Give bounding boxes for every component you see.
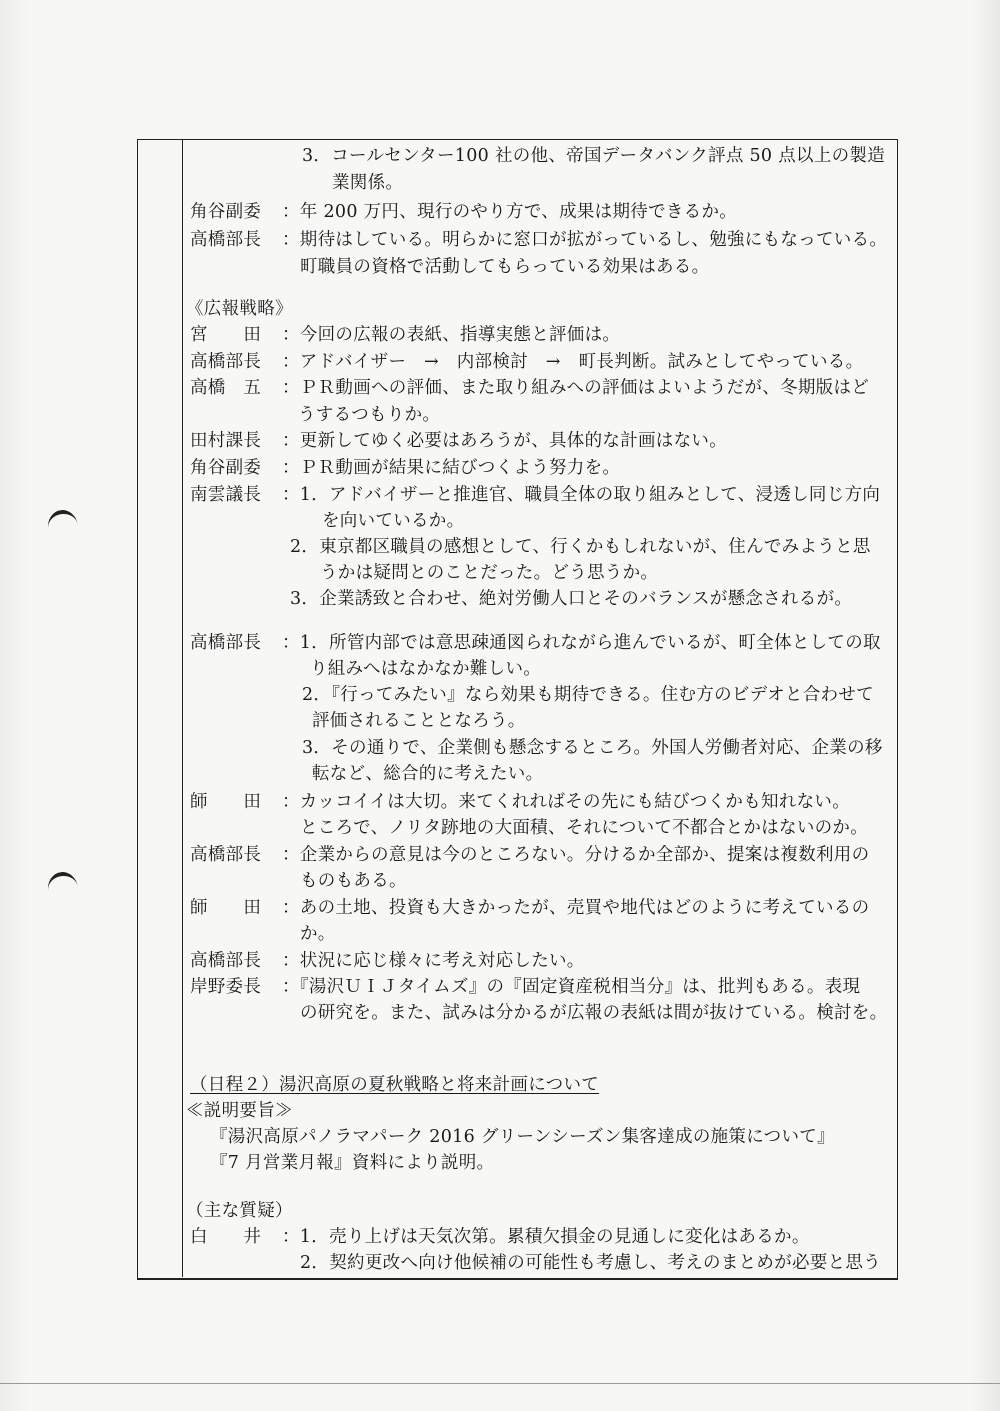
speaker-label: 高橋部長 bbox=[190, 845, 262, 865]
remark-line: り組みへはなかなか難しい。 bbox=[310, 659, 542, 679]
remark-line: 評価されることとなろう。 bbox=[312, 711, 526, 731]
remark-line: ：『湯沢ＵＩＪタイムズ』の『固定資産税相当分』は、批判もある。表現 bbox=[282, 977, 861, 997]
speaker-label: 高橋部長 bbox=[190, 230, 262, 250]
remark-line: の研究を。また、試みは分かるが広報の表紙は間が抜けている。検討を。 bbox=[300, 1003, 888, 1023]
speaker-label: 高橋 五 bbox=[190, 378, 262, 398]
speaker-label: 岸野委長 bbox=[190, 977, 262, 997]
speaker-label: 高橋部長 bbox=[190, 633, 262, 653]
remark-line: ：状況に応じ様々に考え対応したい。 bbox=[282, 951, 585, 971]
speaker-label: 高橋部長 bbox=[190, 352, 262, 372]
remark-line: ものもある。 bbox=[300, 871, 407, 891]
speaker-label: 宮 田 bbox=[190, 325, 262, 345]
section-heading-pr: 《広報戦略》 bbox=[186, 299, 293, 319]
remark-line: 3．その通りで、企業側も懸念するところ。外国人労働者対応、企業の移 bbox=[302, 738, 883, 758]
remark-line: ：1．所管内部では意思疎通図られながら進んでいるが、町全体としての取 bbox=[282, 633, 881, 653]
remark-line: 転など、総合的に考えたい。 bbox=[312, 764, 544, 784]
speaker-label: 師 田 bbox=[190, 898, 262, 918]
remark-line: ：ＰＲ動画が結果に結びつくよう努力を。 bbox=[282, 458, 621, 478]
remark-line: ：今回の広報の表紙、指導実態と評価は。 bbox=[282, 325, 621, 345]
speaker-label: 角谷副委 bbox=[190, 202, 262, 222]
remark-line: 町職員の資格で活動してもらっている効果はある。 bbox=[300, 257, 710, 277]
remark-line: うするつもりか。 bbox=[298, 405, 441, 425]
remark-line: ：1．アドバイザーと推進官、職員全体の取り組みとして、浸透し同じ方向 bbox=[282, 485, 881, 505]
remark-line: ：1．売り上げは天気次第。累積欠損金の見通しに変化はあるか。 bbox=[282, 1227, 810, 1247]
remark-line: か。 bbox=[300, 924, 336, 944]
speaker-label: 南雲議長 bbox=[190, 485, 262, 505]
section2-summary-line2: 『7 月営業月報』資料により説明。 bbox=[210, 1153, 495, 1173]
remark-line: ：企業からの意見は今のところない。分けるか全部か、提案は複数利用の bbox=[282, 845, 870, 865]
section2-summary-heading: ≪説明要旨≫ bbox=[186, 1101, 293, 1121]
section2-qa-heading: （主な質疑） bbox=[186, 1201, 293, 1221]
remark-line: ：年 200 万円、現行のやり方で、成果は期待できるか。 bbox=[282, 202, 738, 222]
speaker-label: 角谷副委 bbox=[190, 458, 262, 478]
remark-line: ：アドバイザー → 内部検討 → 町長判断。試みとしてやっている。 bbox=[282, 352, 864, 372]
section2-title: （日程２）湯沢高原の夏秋戦略と将来計画について bbox=[190, 1075, 600, 1095]
speaker-label: 白 井 bbox=[190, 1227, 262, 1247]
remark-line: 2．『行ってみたい』なら効果も期待できる。住む方のビデオと合わせて bbox=[302, 685, 874, 705]
remark-line: 2．東京都区職員の感想として、行くかもしれないが、住んでみようと思 bbox=[290, 537, 871, 557]
remark-line: 2．契約更改へ向け他候補の可能性も考慮し、考えのまとめが必要と思う bbox=[300, 1253, 882, 1273]
remark-line: ：更新してゆく必要はあろうが、具体的な計画はない。 bbox=[282, 431, 727, 451]
remark-line: ：ＰＲ動画への評価、また取り組みへの評価はよいようだが、冬期版はど bbox=[282, 378, 870, 398]
scan-edge-line bbox=[0, 1383, 1000, 1384]
remark-line: ：期待はしている。明らかに窓口が拡がっているし、勉強にもなっている。 bbox=[282, 230, 888, 250]
section2-summary-line1: 『湯沢高原パノラマパーク 2016 グリーンシーズン集客達成の施策について』 bbox=[210, 1127, 835, 1147]
remark-line: ：あの土地、投資も大きかったが、売買や地代はどのように考えているの bbox=[282, 898, 870, 918]
remark-line: ：カッコイイは大切。来てくれればその先にも結びつくかも知れない。 bbox=[282, 792, 851, 812]
remark-line: を向いているか。 bbox=[322, 511, 465, 531]
table-column-divider bbox=[182, 139, 183, 1277]
speaker-label: 田村課長 bbox=[190, 431, 262, 451]
speaker-label: 高橋部長 bbox=[190, 951, 262, 971]
intro-item3-line2: 業関係。 bbox=[332, 173, 404, 193]
remark-line: ところで、ノリタ跡地の大面積、それについて不都合とかはないのか。 bbox=[300, 818, 869, 838]
speaker-label: 師 田 bbox=[190, 792, 262, 812]
remark-line: 3．企業誘致と合わせ、絶対労働人口とそのバランスが懸念されるが。 bbox=[290, 589, 853, 609]
remark-line: うかは疑問とのことだった。どう思うか。 bbox=[320, 563, 659, 583]
intro-item3-line1: 3．コールセンター100 社の他、帝国データバンク評点 50 点以上の製造 bbox=[302, 146, 886, 166]
